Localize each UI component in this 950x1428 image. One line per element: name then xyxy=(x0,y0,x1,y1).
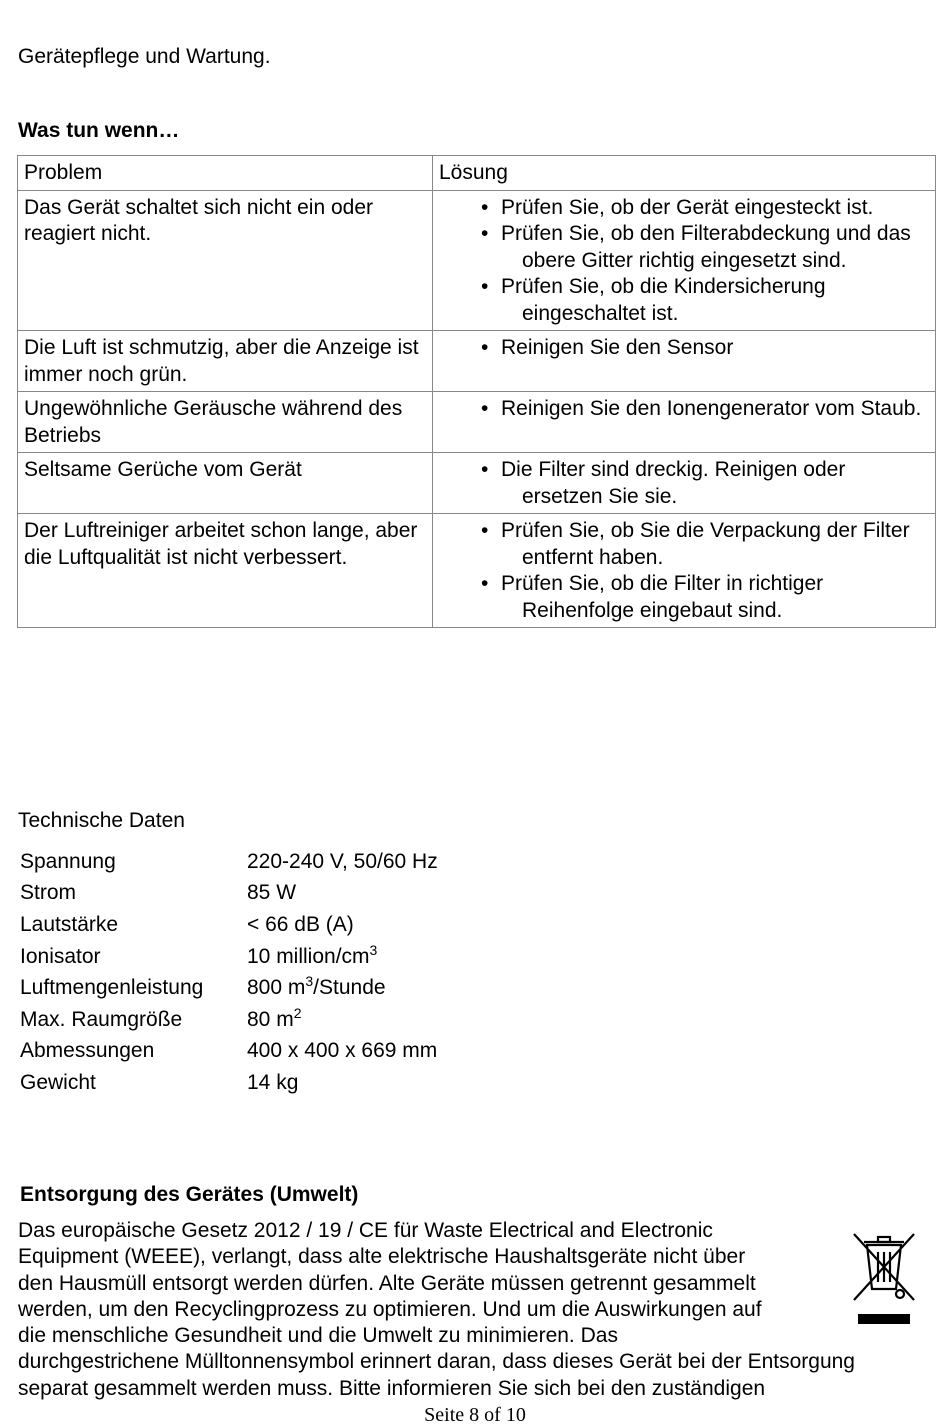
paragraph-line: separat gesammelt werden muss. Bitte informieren Sie sich bei den zuständigen xyxy=(18,1376,766,1400)
solution-text: Prüfen Sie, ob die Filter in richtiger Reihenfolge eingebaut sind. xyxy=(501,572,824,622)
spec-value xyxy=(247,878,438,910)
spec-label: Spannung xyxy=(20,849,116,873)
spec-value xyxy=(247,909,438,941)
paragraph-line: werden, um den Recyclingprozess zu optimieren. Und um die Auswirkungen auf xyxy=(18,1297,762,1321)
table-header-row xyxy=(18,156,936,191)
spec-row xyxy=(20,1067,438,1099)
problem-cell: Die Luft ist schmutzig, aber die Anzeige ist immer noch grün. xyxy=(18,331,433,392)
disposal-heading: Entsorgung des Gerätes (Umwelt) xyxy=(20,1183,359,1206)
spec-row xyxy=(20,1004,438,1036)
spec-unit-exponent: 3 xyxy=(369,941,378,958)
solution-item xyxy=(439,335,929,362)
solution-item xyxy=(439,457,929,510)
solution-list xyxy=(439,457,929,510)
troubleshooting-table xyxy=(17,155,936,628)
solution-list xyxy=(439,195,929,328)
spec-value xyxy=(247,972,438,1004)
spec-label: Gewicht xyxy=(20,1070,96,1094)
paragraph-line: den Hausmüll entsorgt werden dürfen. Alte Geräte müssen getrennt gesammelt xyxy=(18,1271,756,1295)
table-row xyxy=(18,331,936,392)
solution-item xyxy=(439,195,929,222)
solution-text: Prüfen Sie, ob die Kindersicherung eingeschaltet ist. xyxy=(501,275,826,325)
solution-text: Reinigen Sie den Sensor xyxy=(501,336,734,359)
solution-text: Prüfen Sie, ob Sie die Verpackung der Filter entfernt haben. xyxy=(501,519,910,569)
bullet-icon: • xyxy=(481,458,489,481)
table-row xyxy=(18,392,936,453)
spec-value xyxy=(247,1067,438,1099)
page-number: Seite 8 of 10 xyxy=(424,1404,526,1426)
spec-row xyxy=(20,1036,438,1068)
page-section-title: Gerätepflege und Wartung. xyxy=(18,45,271,68)
column-header-problem: Problem xyxy=(18,156,433,191)
solution-cell xyxy=(433,190,936,331)
bullet-icon: • xyxy=(481,222,489,245)
spec-row xyxy=(20,846,438,878)
spec-value-text: 14 kg xyxy=(247,1070,299,1094)
solution-cell xyxy=(433,453,936,514)
spec-unit-exponent: 3 xyxy=(305,973,314,990)
troubleshooting-heading: Was tun wenn… xyxy=(18,119,180,142)
bullet-icon: • xyxy=(481,519,489,542)
spec-label: Lautstärke xyxy=(20,912,119,936)
column-header-solution: Lösung xyxy=(433,156,936,191)
spec-row xyxy=(20,941,438,973)
bullet-icon: • xyxy=(481,195,489,219)
tech-data-heading: Technische Daten xyxy=(18,809,185,832)
paragraph-line: Equipment (WEEE), verlangt, dass alte elektrische Haushaltsgeräte nicht über xyxy=(18,1245,746,1269)
spec-value-text: 400 x 400 x 669 mm xyxy=(247,1039,438,1063)
table-row xyxy=(18,190,936,331)
solution-cell xyxy=(433,392,936,453)
spec-value xyxy=(247,1036,438,1068)
disposal-paragraph xyxy=(18,1218,933,1402)
tech-data-table xyxy=(20,846,438,1099)
spec-label: Abmessungen xyxy=(20,1039,155,1063)
problem-cell: Ungewöhnliche Geräusche während des Betriebs xyxy=(18,392,433,453)
problem-cell: Der Luftreiniger arbeitet schon lange, aber die Luftqualität ist nicht verbessert. xyxy=(18,514,433,628)
spec-value-text: 10 million/cm xyxy=(247,944,370,968)
paragraph-line: die menschliche Gesundheit und die Umwelt zu minimieren. Das xyxy=(18,1324,618,1348)
solution-item xyxy=(439,571,929,624)
solution-item xyxy=(439,396,929,423)
solution-list xyxy=(439,518,929,624)
solution-list xyxy=(439,396,929,423)
spec-row xyxy=(20,878,438,910)
table-row xyxy=(18,453,936,514)
solution-text: Die Filter sind dreckig. Reinigen oder ersetzen Sie sie. xyxy=(501,458,846,508)
spec-label: Ionisator xyxy=(20,944,101,968)
spec-value-text: 80 m xyxy=(247,1007,294,1031)
solution-list xyxy=(439,335,929,362)
bullet-icon: • xyxy=(481,397,489,420)
spec-label: Strom xyxy=(20,881,77,905)
bullet-icon: • xyxy=(481,572,489,595)
solution-item xyxy=(439,518,929,571)
solution-cell xyxy=(433,514,936,628)
spec-value-text: 800 m xyxy=(247,976,306,1000)
solution-item xyxy=(439,221,929,274)
bullet-icon: • xyxy=(481,336,489,359)
spec-value-text: 220-240 V, 50/60 Hz xyxy=(247,849,438,873)
paragraph-line: Das europäische Gesetz 2012 / 19 / CE für Waste Electrical and Electronic xyxy=(18,1219,713,1242)
solution-text: Prüfen Sie, ob der Gerät eingesteckt ist. xyxy=(501,195,874,219)
spec-value-text: < 66 dB (A) xyxy=(247,912,354,936)
spec-row xyxy=(20,909,438,941)
spec-value xyxy=(247,846,438,878)
solution-cell xyxy=(433,331,936,392)
solution-text: Reinigen Sie den Ionengenerator vom Staub. xyxy=(501,397,922,420)
problem-cell: Das Gerät schaltet sich nicht ein oder reagiert nicht. xyxy=(18,190,433,331)
table-row xyxy=(18,514,936,628)
crossed-out-wheelie-bin-icon xyxy=(850,1232,918,1328)
solution-text: Prüfen Sie, ob den Filterabdeckung und das obere Gitter richtig eingesetzt sind. xyxy=(501,222,911,272)
spec-unit-exponent: 2 xyxy=(293,1004,302,1021)
spec-value xyxy=(247,941,438,973)
paragraph-line: durchgestrichene Mülltonnensymbol erinnert daran, dass dieses Gerät bei der Entsorgung xyxy=(18,1350,855,1374)
spec-value-text: 85 W xyxy=(247,881,297,905)
spec-value-suffix: /Stunde xyxy=(313,976,386,1000)
spec-value xyxy=(247,1004,438,1036)
spec-row xyxy=(20,972,438,1004)
problem-cell: Seltsame Gerüche vom Gerät xyxy=(18,453,433,514)
solution-item xyxy=(439,274,929,327)
spec-label: Max. Raumgröße xyxy=(20,1007,183,1031)
spec-label: Luftmengenleistung xyxy=(20,976,204,1000)
bullet-icon: • xyxy=(481,275,489,298)
